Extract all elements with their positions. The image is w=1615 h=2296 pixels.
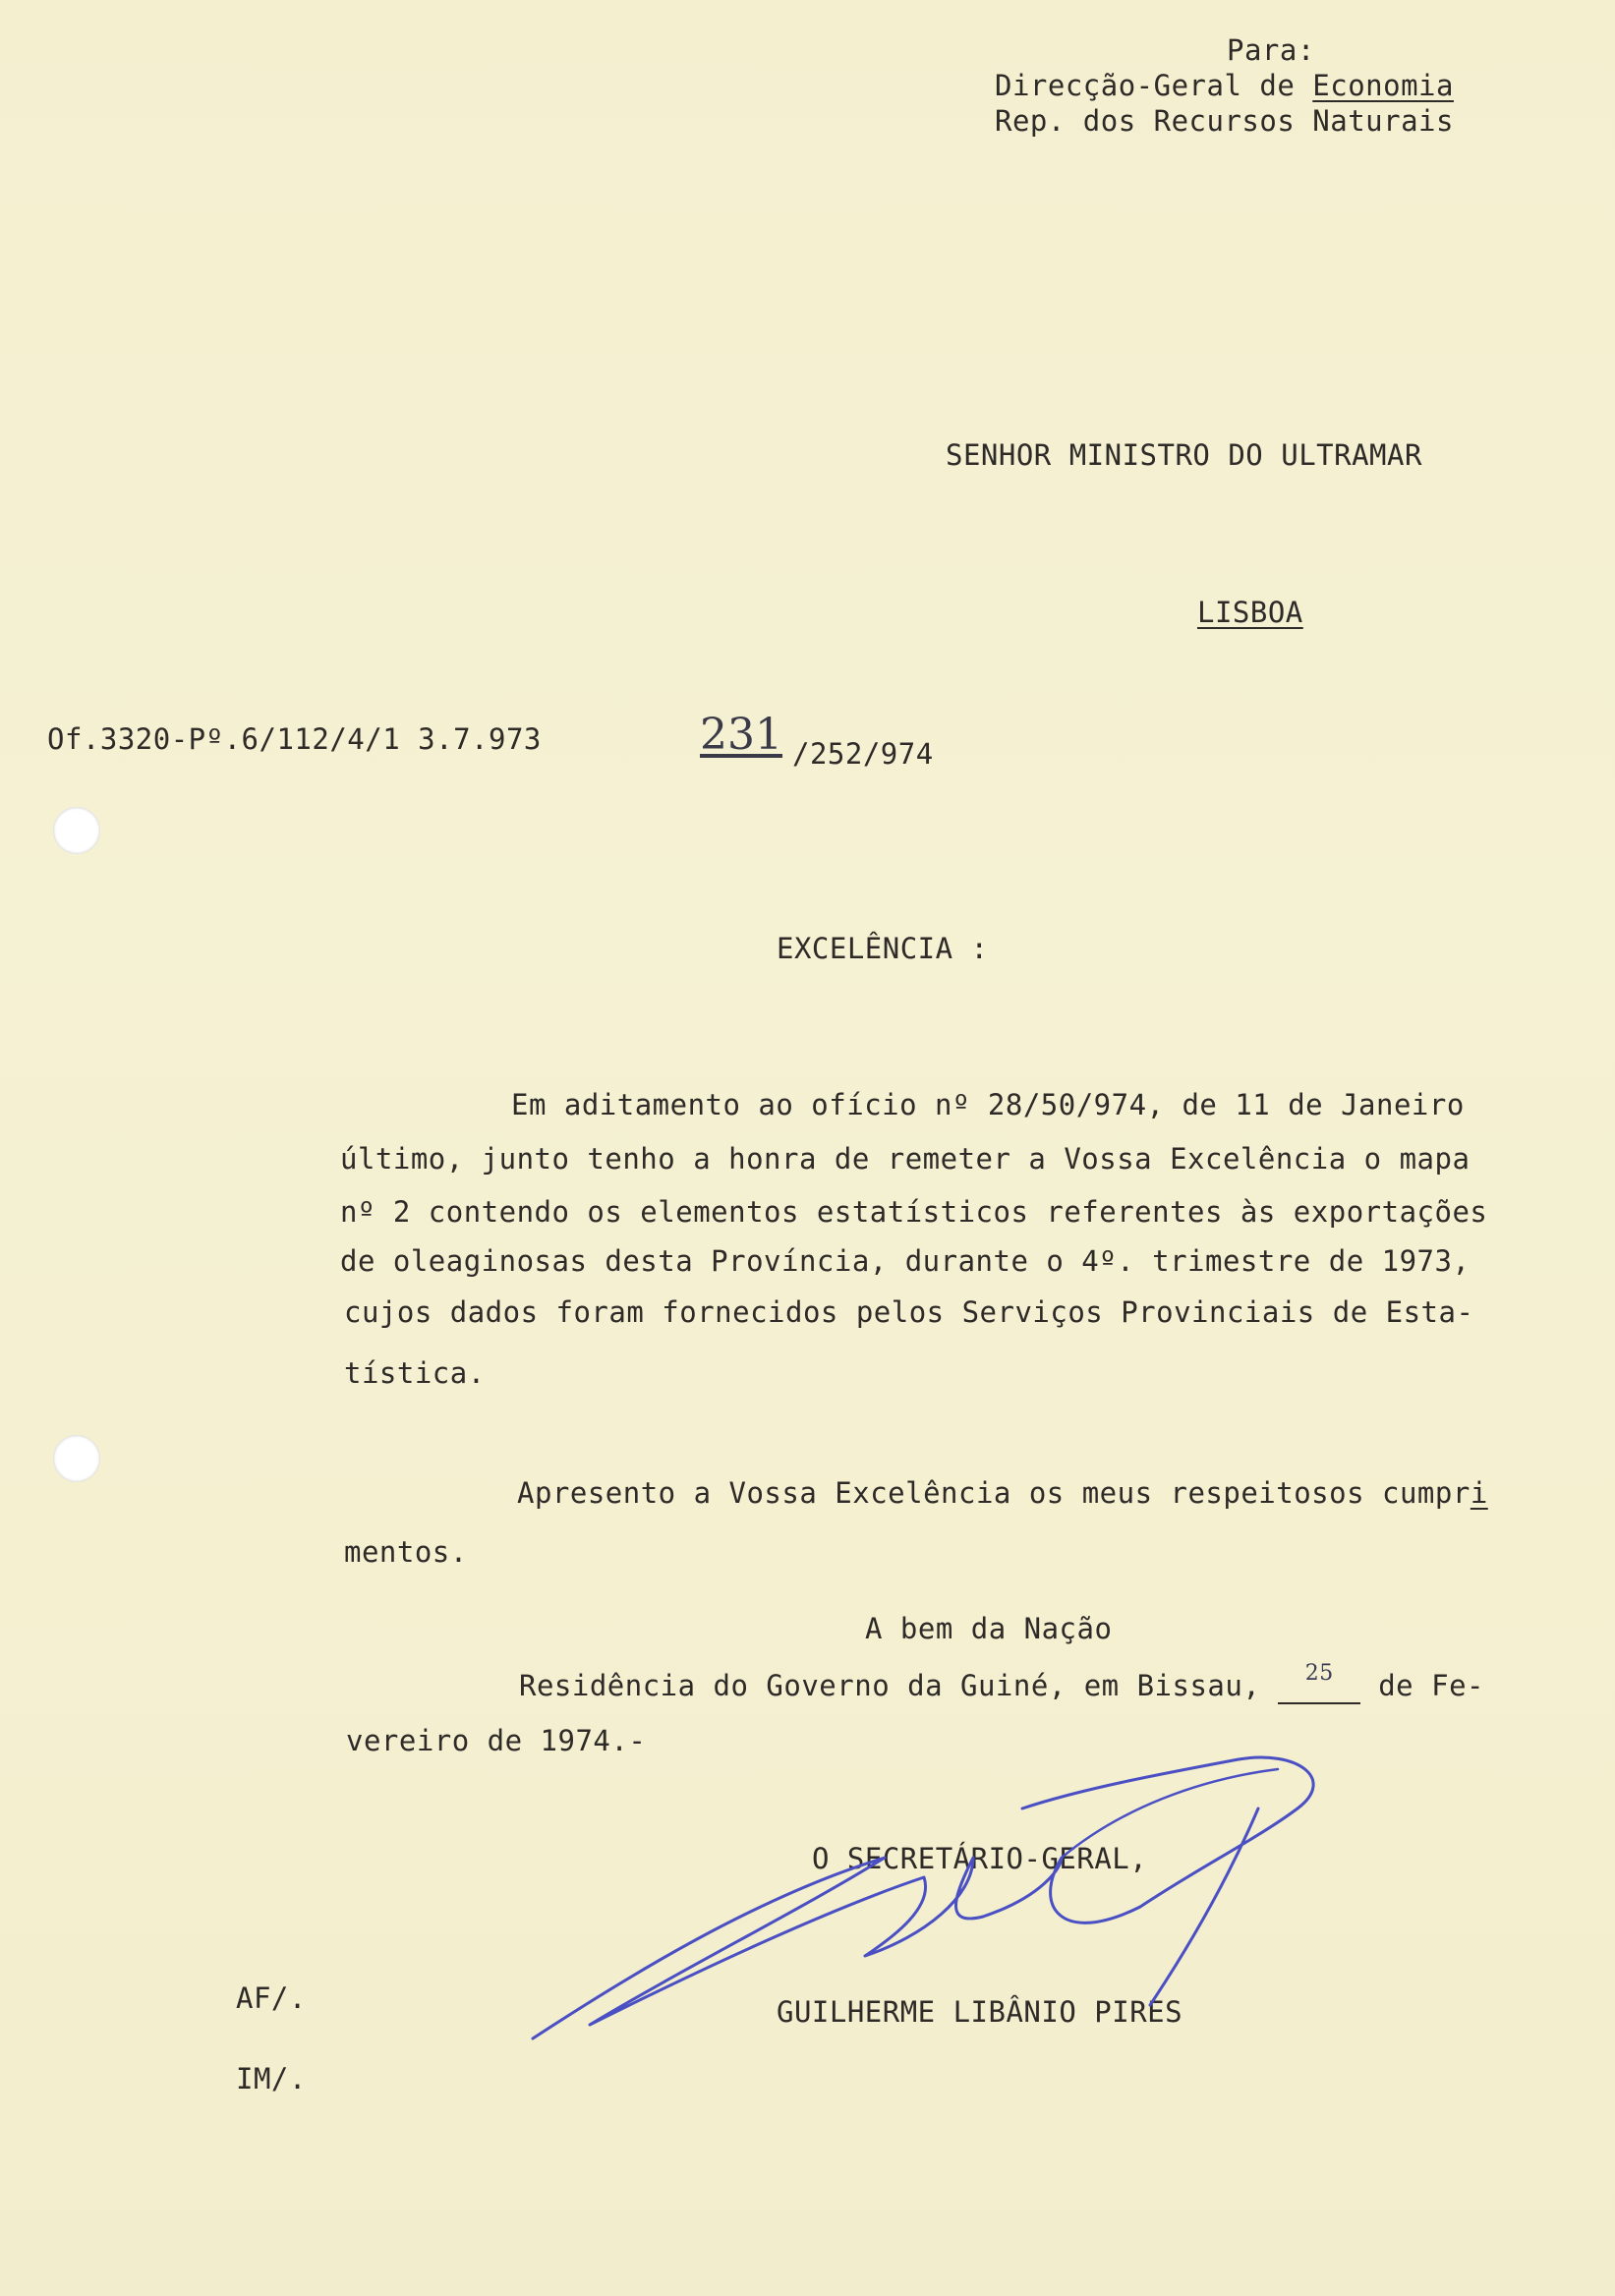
addressee-line-1-prefix: Direcção-Geral de bbox=[995, 69, 1313, 102]
body-line: nº 2 contendo os elementos estatísticos referentes às exportações bbox=[340, 1195, 1488, 1229]
closing-day-handwritten: 25 bbox=[1304, 1661, 1334, 1686]
body-line-underlined: i bbox=[1470, 1476, 1488, 1510]
closing-place-prefix: Residência do Governo da Guiné, em Bissau, bbox=[519, 1669, 1279, 1702]
signature-stroke bbox=[533, 1757, 1313, 2038]
addressee-label: Para: bbox=[1227, 33, 1315, 67]
closing-place-suffix: de Fe- bbox=[1360, 1669, 1484, 1702]
salutation: EXCELÊNCIA : bbox=[777, 932, 989, 965]
signature-stroke bbox=[1062, 1769, 1278, 1858]
signature-stroke bbox=[1150, 1808, 1258, 2005]
recipient-city: LISBOA bbox=[1197, 596, 1303, 629]
body-line bbox=[517, 1476, 1488, 1510]
body-line-prefix: Apresento a Vossa Excelência os meus respeitosos cumpr bbox=[517, 1476, 1471, 1510]
closing-day-blank bbox=[1278, 1661, 1360, 1704]
addressee-line-2: Rep. dos Recursos Naturais bbox=[995, 104, 1454, 138]
body-line: Em aditamento ao ofício nº 28/50/974, de 11 de Janeiro bbox=[511, 1088, 1465, 1121]
body-line: de oleaginosas desta Província, durante o 4º. trimestre de 1973, bbox=[340, 1244, 1471, 1278]
body-line: último, junto tenho a honra de remeter a Vossa Excelência o mapa bbox=[340, 1142, 1471, 1176]
handwritten-signature bbox=[511, 1750, 1337, 2064]
initials-line-2: IM/. bbox=[236, 2062, 307, 2095]
body-line: mentos. bbox=[344, 1535, 468, 1569]
body-line: cujos dados foram fornecidos pelos Serviços Provinciais de Esta- bbox=[344, 1295, 1474, 1329]
recipient-title: SENHOR MINISTRO DO ULTRAMAR bbox=[946, 438, 1422, 472]
reference-handwritten-number: 231 bbox=[700, 710, 782, 760]
body-line: tística. bbox=[344, 1356, 486, 1390]
punch-hole-top bbox=[53, 807, 100, 854]
signature-name: GUILHERME LIBÂNIO PIRES bbox=[777, 1995, 1183, 2029]
addressee-line-1-underlined: Economia bbox=[1312, 69, 1454, 102]
closing-date-line-2: vereiro de 1974.- bbox=[346, 1724, 647, 1757]
initials-line-1: AF/. bbox=[236, 1981, 307, 2015]
punch-hole-bottom bbox=[53, 1435, 100, 1482]
signature-role: O SECRETÁRIO-GERAL, bbox=[812, 1842, 1148, 1875]
addressee-line-1 bbox=[995, 69, 1454, 102]
closing-place-date bbox=[519, 1661, 1484, 1704]
reference-number-suffix: /252/974 bbox=[792, 737, 934, 771]
reference-text: Of.3320-Pº.6/112/4/1 3.7.973 bbox=[47, 722, 542, 756]
closing-motto: A bem da Nação bbox=[865, 1612, 1113, 1645]
